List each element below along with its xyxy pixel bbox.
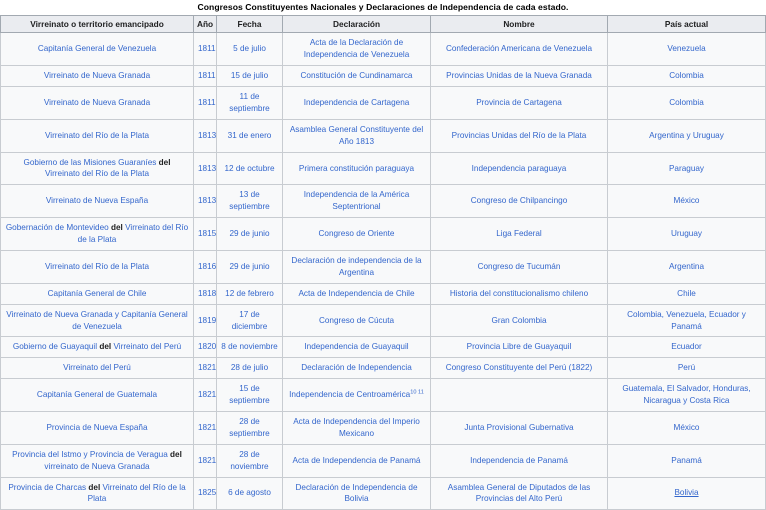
link-anio[interactable]: 1820 <box>198 342 217 352</box>
link-nombre[interactable]: Congreso de Chilpancingo <box>470 196 568 206</box>
link-nombre[interactable]: Liga Federal <box>496 229 542 239</box>
cell-declaracion <box>283 283 431 304</box>
link-anio[interactable]: 1821 <box>198 455 217 465</box>
cell-declaracion <box>283 477 431 510</box>
link-territorio-parent[interactable]: Virreinato del Río de la Plata <box>87 482 186 504</box>
cell-territorio <box>1 337 194 358</box>
cell-pais <box>608 444 766 477</box>
cell-fecha <box>217 33 283 66</box>
cell-pais <box>608 66 766 87</box>
cell-territorio <box>1 185 194 218</box>
link-territorio[interactable]: Virreinato del Perú <box>63 363 131 373</box>
link-anio[interactable]: 1821 <box>198 363 217 373</box>
link-territorio[interactable]: Virreinato del Río de la Plata <box>44 130 150 140</box>
link-pais[interactable]: Panamá <box>671 455 702 465</box>
cell-fecha <box>217 119 283 152</box>
link-fecha[interactable]: 6 de agosto <box>228 488 271 498</box>
link-anio[interactable]: 1825 <box>198 488 217 498</box>
link-territorio[interactable]: Gobierno de las Misiones Guaraníes <box>23 157 157 167</box>
link-anio[interactable]: 1811 <box>198 71 216 81</box>
cell-nombre <box>431 444 608 477</box>
table-row <box>1 87 766 120</box>
cell-pais <box>608 337 766 358</box>
link-anio[interactable]: 1821 <box>198 390 217 400</box>
cell-fecha <box>217 185 283 218</box>
link-nombre[interactable]: Independencia paraguaya <box>471 163 567 173</box>
cell-territorio <box>1 218 194 251</box>
cell-declaracion <box>283 304 431 337</box>
cell-pais <box>608 304 766 337</box>
column-header-declaracion: Declaración <box>283 16 431 33</box>
column-header-nombre: Nombre <box>431 16 608 33</box>
link-declaracion[interactable]: Primera constitución paraguaya <box>298 163 415 173</box>
territorio-joiner: del <box>86 482 103 492</box>
cell-declaracion <box>283 218 431 251</box>
cell-anio <box>194 358 217 379</box>
cell-anio <box>194 337 217 358</box>
link-anio[interactable]: 1813 <box>198 196 217 206</box>
link-declaracion[interactable]: Constitución de Cundinamarca <box>300 71 413 81</box>
cell-fecha <box>217 337 283 358</box>
table-caption: Congresos Constituyentes Nacionales y Declaraciones de Independencia de cada estado. <box>0 0 766 15</box>
link-territorio[interactable]: Gobernación de Montevideo <box>5 223 109 233</box>
cell-nombre <box>431 87 608 120</box>
cell-nombre <box>431 337 608 358</box>
cell-pais <box>608 283 766 304</box>
table-row <box>1 444 766 477</box>
link-territorio[interactable]: Gobierno de Guayaquil <box>12 342 98 352</box>
link-declaracion[interactable]: Independencia de Centroamérica <box>289 390 411 400</box>
cell-anio <box>194 444 217 477</box>
link-territorio[interactable]: Capitanía General de Guatemala <box>36 390 158 400</box>
link-nombre[interactable]: Provincia de Cartagena <box>476 97 562 107</box>
link-anio[interactable]: 1815 <box>198 229 217 239</box>
cell-declaracion <box>283 185 431 218</box>
column-header-territorio: Virreinato o territorio emancipado <box>1 16 194 33</box>
cell-nombre <box>431 250 608 283</box>
cell-nombre <box>431 358 608 379</box>
cell-nombre <box>431 477 608 510</box>
link-declaracion[interactable]: Congreso de Oriente <box>318 229 395 239</box>
cell-pais <box>608 379 766 412</box>
cell-pais <box>608 358 766 379</box>
cell-nombre <box>431 66 608 87</box>
cell-declaracion <box>283 119 431 152</box>
reference-superscript[interactable]: 10 11 <box>410 389 424 396</box>
link-declaracion[interactable]: Independencia de la América Septentrional <box>303 190 410 212</box>
link-fecha[interactable]: 28 de septiembre <box>229 416 270 438</box>
cell-pais <box>608 119 766 152</box>
link-declaracion[interactable]: Acta de Independencia de Chile <box>298 288 415 298</box>
link-nombre[interactable]: Asamblea General de Diputados de las Provincias del Alto Perú <box>447 482 591 504</box>
link-pais[interactable]: Uruguay <box>671 229 702 239</box>
cell-pais <box>608 152 766 185</box>
link-nombre[interactable]: Provincias Unidas del Río de la Plata <box>451 130 587 140</box>
link-fecha[interactable]: 29 de junio <box>229 261 270 271</box>
link-pais[interactable]: Bolivia <box>674 488 699 498</box>
cell-declaracion <box>283 250 431 283</box>
link-declaracion[interactable]: Declaración de independencia de la Argentina <box>291 255 422 277</box>
link-pais[interactable]: Argentina <box>668 261 705 271</box>
link-fecha[interactable]: 15 de julio <box>230 71 269 81</box>
cell-pais <box>608 218 766 251</box>
cell-territorio <box>1 33 194 66</box>
link-anio[interactable]: 1818 <box>198 288 217 298</box>
link-pais[interactable]: Ecuador <box>671 342 702 352</box>
link-nombre[interactable]: Provincias Unidas de la Nueva Granada <box>446 71 592 81</box>
cell-declaracion <box>283 152 431 185</box>
link-anio[interactable]: 1811 <box>198 97 216 107</box>
table-row <box>1 283 766 304</box>
table-row <box>1 218 766 251</box>
cell-anio <box>194 283 217 304</box>
link-nombre[interactable]: Gran Colombia <box>491 315 547 325</box>
link-fecha[interactable]: 28 de julio <box>230 363 269 373</box>
cell-pais <box>608 33 766 66</box>
link-declaracion[interactable]: Declaración de Independencia de Bolivia <box>295 482 418 504</box>
cell-fecha <box>217 304 283 337</box>
cell-nombre <box>431 283 608 304</box>
link-territorio[interactable]: Provincia de Charcas <box>8 482 87 492</box>
link-territorio[interactable]: Provincia de Nueva España <box>46 422 148 432</box>
link-declaracion[interactable]: Independencia de Guayaquil <box>304 342 409 352</box>
cell-nombre <box>431 304 608 337</box>
cell-declaracion <box>283 87 431 120</box>
link-pais[interactable]: Guatemala, El Salvador, Honduras, Nicaragua y Costa Rica <box>622 384 751 406</box>
table-row <box>1 337 766 358</box>
table-row <box>1 33 766 66</box>
link-nombre[interactable]: Confederación Americana de Venezuela <box>445 44 593 54</box>
cell-pais <box>608 87 766 120</box>
link-territorio-parent[interactable]: Virreinato del Río de la Plata <box>44 169 150 179</box>
link-fecha[interactable]: 29 de junio <box>229 229 270 239</box>
column-header-anio: Año <box>194 16 217 33</box>
link-pais[interactable]: Colombia <box>669 71 704 81</box>
cell-pais <box>608 185 766 218</box>
cell-anio <box>194 87 217 120</box>
cell-fecha <box>217 283 283 304</box>
link-nombre[interactable]: Provincia Libre de Guayaquil <box>466 342 572 352</box>
cell-territorio <box>1 66 194 87</box>
cell-declaracion <box>283 337 431 358</box>
link-anio[interactable]: 1819 <box>198 315 217 325</box>
table-row <box>1 152 766 185</box>
cell-declaracion <box>283 358 431 379</box>
territorio-joiner: del <box>108 223 126 233</box>
cell-fecha <box>217 444 283 477</box>
link-pais[interactable]: Colombia <box>669 97 704 107</box>
table-row <box>1 119 766 152</box>
cell-anio <box>194 119 217 152</box>
table-row <box>1 379 766 412</box>
link-declaracion[interactable]: Independencia de Cartagena <box>303 97 410 107</box>
link-fecha[interactable]: 17 de diciembre <box>231 309 268 331</box>
column-header-pais: País actual <box>608 16 766 33</box>
link-fecha[interactable]: 5 de julio <box>233 44 266 54</box>
link-pais[interactable]: Venezuela <box>667 44 706 54</box>
link-pais[interactable]: México <box>673 196 700 206</box>
link-pais[interactable]: Argentina y Uruguay <box>649 130 724 140</box>
link-nombre[interactable]: Historia del constitucionalismo chileno <box>449 288 589 298</box>
link-territorio[interactable]: Provincia del Istmo y Provincia de Veragua <box>12 449 168 459</box>
cell-fecha <box>217 218 283 251</box>
cell-territorio <box>1 119 194 152</box>
cell-territorio <box>1 283 194 304</box>
cell-nombre <box>431 185 608 218</box>
link-territorio[interactable]: Capitanía General de Venezuela <box>37 44 157 54</box>
link-declaracion[interactable]: Acta de la Declaración de Independencia de Venezuela <box>303 38 410 60</box>
cell-territorio <box>1 444 194 477</box>
cell-nombre <box>431 218 608 251</box>
cell-nombre <box>431 33 608 66</box>
link-territorio[interactable]: Virreinato de Nueva España <box>45 196 149 206</box>
link-fecha[interactable]: 11 de septiembre <box>229 92 270 113</box>
link-anio[interactable]: 1813 <box>198 163 217 173</box>
table-body <box>1 33 766 510</box>
cell-fecha <box>217 477 283 510</box>
link-territorio-parent[interactable]: virreinato de Nueva Granada <box>44 461 150 471</box>
link-territorio[interactable]: Virreinato de Nueva Granada y Capitanía General de Venezuela <box>6 309 188 331</box>
cell-anio <box>194 218 217 251</box>
link-declaracion[interactable]: Asamblea General Constituyente del Año 1813 <box>289 124 424 146</box>
link-fecha[interactable]: 12 de octubre <box>224 163 275 173</box>
link-declaracion[interactable]: Acta de Independencia del Imperio Mexicano <box>293 416 420 438</box>
cell-fecha <box>217 379 283 412</box>
table-header-row <box>1 16 766 33</box>
link-nombre[interactable]: Congreso de Tucumán <box>477 261 561 271</box>
link-pais[interactable]: Chile <box>677 288 696 298</box>
link-territorio-parent[interactable]: Virreinato del Río de la Plata <box>77 223 189 245</box>
link-fecha[interactable]: 12 de febrero <box>225 288 274 298</box>
cell-territorio <box>1 304 194 337</box>
link-nombre[interactable]: Junta Provisional Gubernativa <box>464 422 574 432</box>
cell-nombre <box>431 119 608 152</box>
cell-territorio <box>1 379 194 412</box>
link-pais[interactable]: Perú <box>677 363 696 373</box>
link-anio[interactable]: 1816 <box>198 261 217 271</box>
cell-declaracion <box>283 379 431 412</box>
link-territorio[interactable]: Virreinato del Río de la Plata <box>44 261 150 271</box>
cell-fecha <box>217 250 283 283</box>
link-pais[interactable]: Paraguay <box>668 163 705 173</box>
cell-anio <box>194 66 217 87</box>
cell-territorio <box>1 152 194 185</box>
cell-anio <box>194 33 217 66</box>
link-territorio-parent[interactable]: Virreinato del Perú <box>113 342 182 352</box>
table-row <box>1 185 766 218</box>
table-row <box>1 66 766 87</box>
cell-territorio <box>1 87 194 120</box>
cell-nombre <box>431 152 608 185</box>
table-row <box>1 477 766 510</box>
cell-anio <box>194 185 217 218</box>
link-declaracion[interactable]: Acta de Independencia de Panamá <box>292 455 421 465</box>
cell-territorio <box>1 250 194 283</box>
link-territorio[interactable]: Capitanía General de Chile <box>47 288 147 298</box>
cell-anio <box>194 250 217 283</box>
cell-territorio <box>1 477 194 510</box>
link-pais[interactable]: México <box>673 422 700 432</box>
territorio-joiner: del <box>167 449 182 459</box>
cell-fecha <box>217 358 283 379</box>
cell-nombre <box>431 379 608 412</box>
link-nombre[interactable]: Independencia de Panamá <box>470 455 568 465</box>
cell-declaracion <box>283 33 431 66</box>
cell-fecha <box>217 66 283 87</box>
link-declaracion[interactable]: Congreso de Cúcuta <box>318 315 395 325</box>
link-territorio[interactable]: Virreinato de Nueva Granada <box>43 71 151 81</box>
table-row <box>1 358 766 379</box>
link-anio[interactable]: 1811 <box>198 44 216 54</box>
cell-anio <box>194 304 217 337</box>
cell-anio <box>194 477 217 510</box>
territorio-joiner: del <box>97 342 114 352</box>
link-territorio[interactable]: Virreinato de Nueva Granada <box>43 97 151 107</box>
link-fecha[interactable]: 8 de noviembre <box>221 342 278 352</box>
link-nombre[interactable]: Congreso Constituyente del Perú (1822) <box>445 363 593 373</box>
link-fecha[interactable]: 31 de enero <box>227 130 272 140</box>
cell-anio <box>194 379 217 412</box>
cell-fecha <box>217 152 283 185</box>
link-pais[interactable]: Colombia, Venezuela, Ecuador y Panamá <box>627 309 746 331</box>
link-fecha[interactable]: 15 de septiembre <box>229 384 270 406</box>
table-row <box>1 304 766 337</box>
link-fecha[interactable]: 28 de noviembre <box>230 449 269 471</box>
link-anio[interactable]: 1813 <box>198 130 217 140</box>
link-fecha[interactable]: 13 de septiembre <box>229 190 270 212</box>
link-anio[interactable]: 1821 <box>198 422 217 432</box>
cell-pais <box>608 477 766 510</box>
cell-anio <box>194 152 217 185</box>
cell-declaracion <box>283 444 431 477</box>
column-header-fecha: Fecha <box>217 16 283 33</box>
cell-territorio <box>1 358 194 379</box>
table-row <box>1 250 766 283</box>
cell-declaracion <box>283 66 431 87</box>
link-declaracion[interactable]: Declaración de Independencia <box>301 363 412 373</box>
territorio-joiner: del <box>156 157 171 167</box>
cell-fecha <box>217 87 283 120</box>
cell-pais <box>608 250 766 283</box>
